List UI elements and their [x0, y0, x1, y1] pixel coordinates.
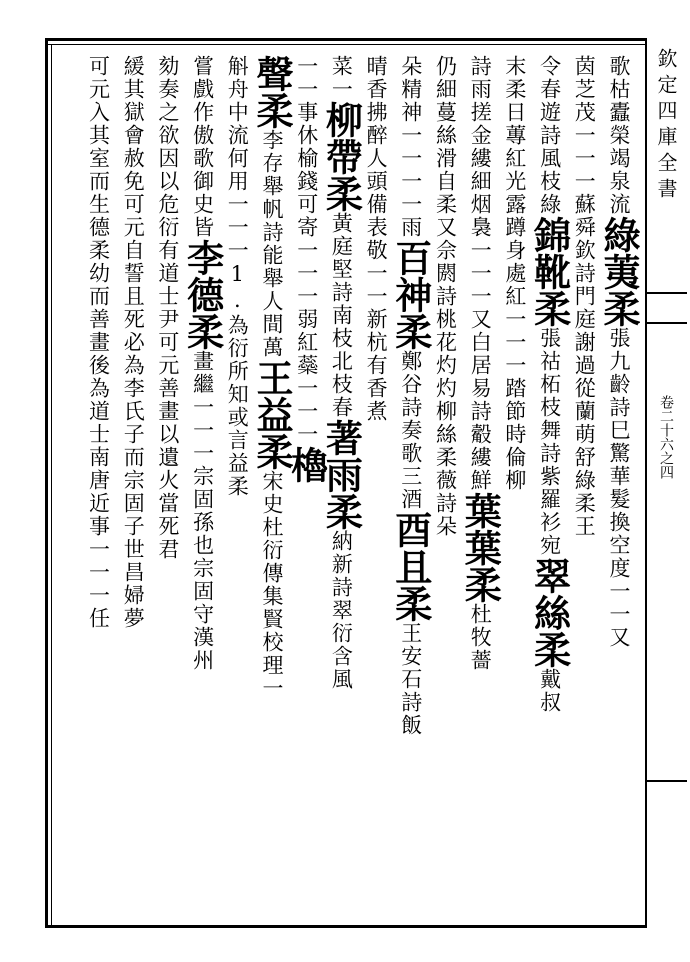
text-segment: 菜一 — [329, 55, 354, 101]
text-segment: 李存舉帆詩能舉人間萬 — [260, 129, 284, 359]
text-segment: 王安石詩飯 — [398, 622, 423, 737]
text-segment: 晴香拂醉人頭 — [364, 55, 389, 193]
center-fold-line — [645, 38, 647, 928]
text-segment: 緩其獄會赦免可元自誓且死必為李氏子而宗固子世昌婦夢 — [121, 55, 146, 630]
top-border — [45, 38, 645, 41]
text-segment: 張祜柘枝舞詩紫羅衫宛 — [537, 327, 562, 557]
text-segment: 可元入其室而生德柔幼而善畫後為道士南唐近事一一一任 — [86, 55, 111, 630]
text-segment: 備表敬一一 — [364, 193, 389, 308]
text-segment: 朵精神一一一一雨 — [398, 55, 423, 239]
text-segment: 鄭谷詩奏歌三酒 — [398, 350, 423, 511]
banxin-rule — [647, 780, 687, 782]
text-segment: 一1.為衍所知或言益柔 — [225, 239, 250, 498]
entry-heading: 王益柔 — [250, 359, 294, 470]
text-segment: 戴叔 — [537, 668, 562, 714]
text-segment: 弱紅蘂一一一 — [294, 308, 319, 446]
text-segment: 新杭有香煮 — [364, 308, 389, 423]
text-column — [597, 55, 641, 649]
text-column — [569, 55, 599, 538]
text-column — [180, 55, 225, 672]
entry-heading: 綠荑柔 — [597, 216, 641, 327]
collection-title: 欽定四庫全書 — [654, 48, 678, 204]
text-segment: 畫繼一一一宗固孫也宗固守漢州 — [190, 350, 215, 672]
text-segment: 薇詩朵 — [433, 469, 458, 538]
fish-tail-mark — [647, 292, 687, 324]
text-column — [284, 55, 329, 483]
text-segment: 末柔日蓴紅光露 — [502, 55, 527, 216]
left-border-inner — [51, 44, 52, 925]
text-segment: 歌枯蠹榮竭泉流 — [607, 55, 631, 216]
entry-heading: 百神柔 — [388, 239, 433, 350]
entry-heading: 翠絲柔 — [527, 557, 572, 668]
entry-heading: 櫓 — [284, 446, 329, 483]
text-segment: 蹲身處紅一一一踏節時 — [502, 216, 527, 446]
text-column — [458, 55, 503, 672]
entry-heading: 柳帶柔 — [319, 101, 364, 212]
text-column — [388, 55, 433, 737]
text-segment: 茵芝茂一一一 — [572, 55, 597, 193]
text-column — [118, 55, 148, 630]
text-segment: 嘗戲作傲歌御史皆 — [190, 55, 215, 239]
text-segment: 黃庭堅詩南枝北枝春 — [329, 212, 354, 419]
text-column — [431, 55, 461, 538]
text-segment: 事休榆錢可寄一一一 — [294, 101, 319, 308]
folio-label: 卷二十六之四 — [658, 395, 674, 479]
text-segment: 一一 — [294, 55, 319, 101]
text-segment: 劾奏之欲因以危衍 — [155, 55, 180, 239]
text-column — [250, 55, 294, 700]
text-segment: 蘇舜欽詩門庭謝過從蘭萌舒綠柔王 — [572, 193, 597, 538]
text-column — [222, 55, 252, 498]
text-segment: 杜牧薔 — [468, 603, 493, 672]
text-segment: 倫柳 — [502, 446, 527, 492]
left-border — [45, 38, 48, 928]
text-segment: 詩雨搓金縷細烟裊一一一又白居易詩觳縷鮮 — [468, 55, 493, 492]
text-segment: 斛舟中流何用一一 — [225, 55, 250, 239]
text-column — [500, 55, 530, 492]
entry-heading: 聲柔 — [250, 55, 294, 129]
text-column — [84, 55, 114, 630]
top-border-inner — [45, 44, 645, 45]
text-column — [153, 55, 183, 561]
entry-heading: 著雨柔 — [319, 419, 364, 530]
text-segment: 宋史杜衍傳集賢校理一 — [260, 470, 284, 700]
entry-heading: 錦靴柔 — [527, 216, 572, 327]
text-column — [361, 55, 391, 423]
entry-heading: 葉葉柔 — [458, 492, 503, 603]
text-column — [527, 55, 572, 714]
text-segment: 令春遊詩風枝綠 — [537, 55, 562, 216]
text-segment: 仍細蔓絲滑自柔又佘閼詩桃花灼灼柳絲柔 — [433, 55, 458, 469]
text-column — [319, 55, 364, 691]
text-segment: 納新詩翠衍含風 — [329, 530, 354, 691]
entry-heading: 酉且柔 — [388, 511, 433, 622]
bottom-border — [45, 925, 645, 928]
entry-heading: 李德柔 — [180, 239, 225, 350]
text-segment: 有道士尹可元善畫以遺火當死君 — [155, 239, 180, 561]
text-segment: 張九齡詩巳驚華髮換空度一一又 — [607, 327, 631, 649]
